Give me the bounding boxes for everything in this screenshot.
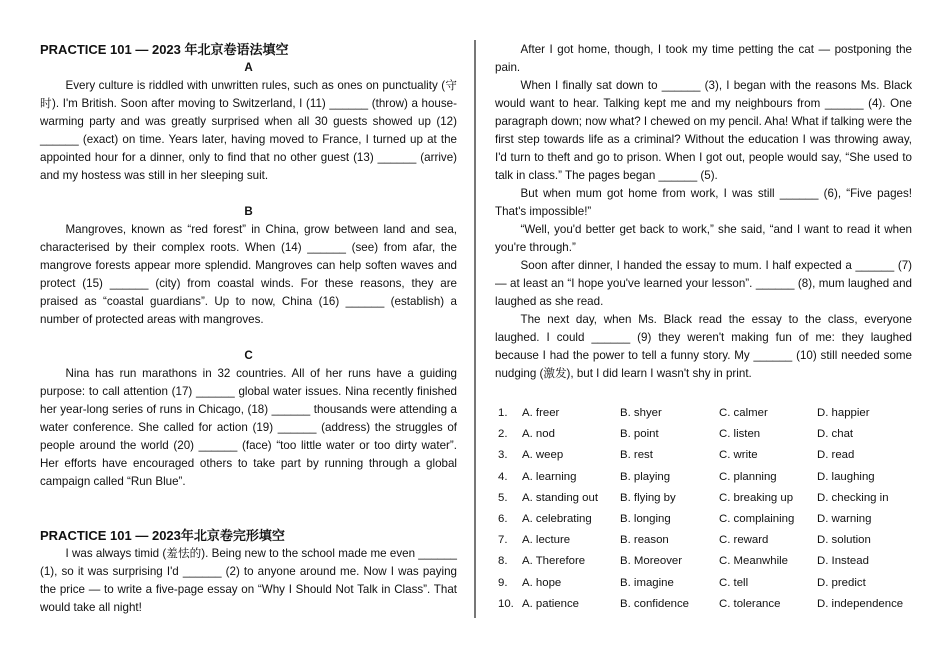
option-row xyxy=(498,573,903,594)
option-d: D. laughing xyxy=(817,470,875,483)
option-a: A. patience xyxy=(522,597,579,610)
option-a: A. lecture xyxy=(522,534,571,547)
question-number: 6. xyxy=(498,512,508,525)
column-divider xyxy=(474,40,476,618)
option-a: A. nod xyxy=(522,428,555,441)
option-a: A. standing out xyxy=(522,491,598,504)
cloze-paragraph: “Well, you'd better get back to work,” she said, “and I want to read it when you're through.” xyxy=(495,223,912,254)
option-d: D. chat xyxy=(817,428,854,441)
option-b: B. longing xyxy=(620,512,671,525)
option-row xyxy=(498,530,903,551)
option-c: C. planning xyxy=(719,470,777,483)
option-row xyxy=(498,488,903,509)
option-c: C. listen xyxy=(719,428,761,441)
option-c: C. calmer xyxy=(719,407,768,419)
question-number: 3. xyxy=(498,449,508,462)
option-b: B. confidence xyxy=(620,597,690,610)
option-d: D. predict xyxy=(817,576,866,589)
option-a: A. freer xyxy=(522,407,560,419)
option-c: C. write xyxy=(719,449,758,462)
question-number: 2. xyxy=(498,428,508,441)
option-row xyxy=(498,551,903,572)
option-a: A. Therefore xyxy=(522,555,586,568)
option-d: D. Instead xyxy=(817,555,869,568)
question-number: 4. xyxy=(498,470,508,483)
spacer xyxy=(40,491,457,527)
option-a: A. celebrating xyxy=(522,512,592,525)
passage-c: Nina has run marathons in 32 countries. All of her runs have a guiding purpose: to call attention (17) ______ global water issues. Nina recently finished her year-long series of runs in Chicago, (18) ______ thousands were attending a water conference. She called for action (19) ______ (address) the struggles of people around the world (20) ______ (face) “too little water or too dirty water”. Her efforts have encouraged others to take part by running through a global campaign called “Run Blue”. xyxy=(40,367,457,488)
question-number: 7. xyxy=(498,534,508,547)
cloze-passage-intro: I was always timid (羞怯的). Being new to the school made me even ______ (1), so it was surprising I'd ______ (2) to anyone around me. Now I was paying the price — to write a five-page essay on “Why I Should Not Talk in Class”. That would take all night! xyxy=(40,547,457,614)
option-b: B. Moreover xyxy=(620,555,683,568)
option-b: B. imagine xyxy=(620,576,674,589)
cloze-section-title: PRACTICE 101 — 2023年北京卷完形填空 xyxy=(40,528,285,543)
question-number: 1. xyxy=(498,407,508,419)
option-b: B. reason xyxy=(620,534,669,547)
spacer xyxy=(40,329,457,347)
option-c: C. reward xyxy=(719,534,769,547)
option-c: C. tell xyxy=(719,576,749,589)
passage-b: Mangroves, known as “red forest” in China, grow between land and sea, characterised by their complex roots. When (14) ______ (see) from afar, the mangrove forests appear more splendid. Mangroves can help soften waves and protect (15) ______ (city) from coastal winds. For these reasons, they are praised as “coastal guardians”. Up to now, China (16) ______ (establish) a number of protected areas with mangroves. xyxy=(40,223,457,326)
spacer xyxy=(40,185,457,203)
option-row xyxy=(498,467,903,488)
option-row xyxy=(498,594,903,615)
answer-options xyxy=(498,403,903,615)
question-number: 8. xyxy=(498,555,508,568)
option-c: C. Meanwhile xyxy=(719,555,789,568)
question-number: 5. xyxy=(498,491,508,504)
option-row xyxy=(498,424,903,445)
cloze-paragraph: After I got home, though, I took my time petting the cat — postponing the pain. xyxy=(495,43,912,74)
option-a: A. weep xyxy=(522,449,564,462)
option-d: D. read xyxy=(817,449,855,462)
right-column xyxy=(495,41,912,383)
option-c: C. complaining xyxy=(719,512,795,525)
grammar-section-title: PRACTICE 101 — 2023 年北京卷语法填空 xyxy=(40,42,289,57)
option-row xyxy=(498,445,903,466)
section-b-heading: B xyxy=(244,205,253,218)
option-b: B. playing xyxy=(620,470,671,483)
option-c: C. breaking up xyxy=(719,491,794,504)
option-row xyxy=(498,509,903,530)
option-b: B. rest xyxy=(620,449,653,462)
option-a: A. learning xyxy=(522,470,577,483)
option-c: C. tolerance xyxy=(719,597,781,610)
cloze-paragraph: Soon after dinner, I handed the essay to mum. I half expected a ______ (7) — at least an “I hope you've learned your lesson”. ______ (8), mum laughed and laughed as she read. xyxy=(495,259,912,308)
option-b: B. point xyxy=(620,428,659,441)
cloze-paragraph: The next day, when Ms. Black read the essay to the class, everyone laughed. I could ______ (9) they weren't making fun of me: they laughed because I had the power to tell a funny story. My ______ (10) still needed some nudging (激发), but I did learn I wasn't shy in print. xyxy=(495,313,912,380)
question-number: 10. xyxy=(498,597,514,610)
option-b: B. flying by xyxy=(620,491,676,504)
question-number: 9. xyxy=(498,576,508,589)
option-b: B. shyer xyxy=(620,407,662,419)
left-column xyxy=(40,41,457,617)
option-a: A. hope xyxy=(522,576,562,589)
option-row xyxy=(498,403,903,424)
section-a-heading: A xyxy=(244,61,253,74)
cloze-paragraph: But when mum got home from work, I was still ______ (6), “Five pages! That's impossible!” xyxy=(495,187,912,218)
option-d: D. checking in xyxy=(817,491,889,504)
passage-a: Every culture is riddled with unwritten rules, such as ones on punctuality (守时). I'm British. Soon after moving to Switzerland, I (11) ______ (throw) a house-warming party and was greatly surprised when all 30 guests showed up (12) ______ (exact) on time. Years later, having moved to France, I turned up at the appointed hour for a dinner, only to find that no other guest (13) ______ (arrive) and my hostess was still in her sleeping suit. xyxy=(40,79,457,182)
option-d: D. happier xyxy=(817,407,870,419)
cloze-paragraph: When I finally sat down to ______ (3), I began with the reasons Ms. Black would want to hear. Talking kept me and my neighbours from ______ (4). One paragraph down; now what? I chewed on my pencil. Aha! What if talking were the first step towards life as a criminal? Without the education I was throwing away, I'd turn to theft and go to prison. When I got out, people would say, “She used to talk in class.” The pages began ______ (5). xyxy=(495,79,912,182)
option-d: D. independence xyxy=(817,597,904,610)
option-d: D. warning xyxy=(817,512,872,525)
option-d: D. solution xyxy=(817,534,871,547)
section-c-heading: C xyxy=(244,349,253,362)
